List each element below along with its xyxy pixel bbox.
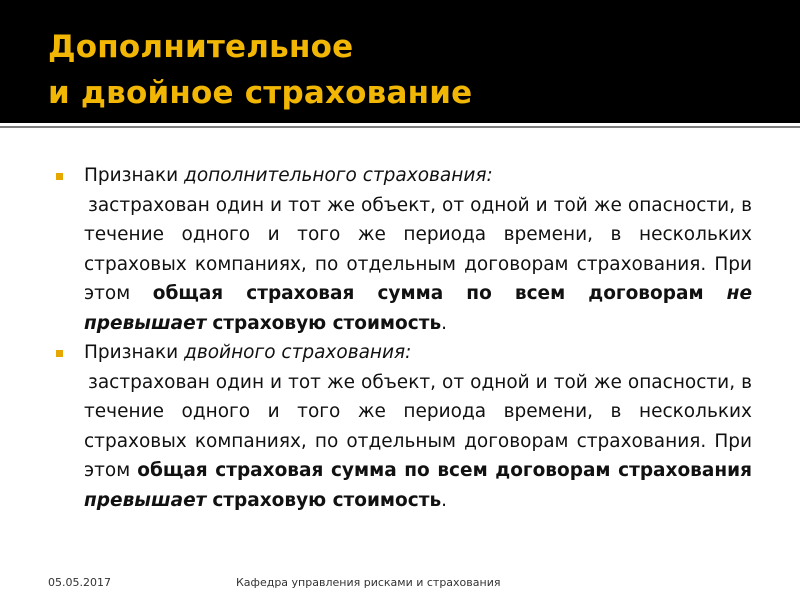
slide-title-line2: и двойное страхование [48,75,473,111]
slide-title-line1: Дополнительное [48,29,354,65]
bullet-heading [84,338,752,368]
square-bullet-icon [56,350,63,357]
body-text-bold: общая страховая сумма по всем договорам страхования [137,460,752,481]
body-text-end: . [441,489,448,511]
bullet-body [84,368,752,516]
slide-header [0,0,800,123]
bullet-heading-plain: Признаки [84,165,185,186]
slide-content [56,161,752,515]
body-text-bold-end: страховую стоимость [212,312,442,334]
body-text-bold: общая страховая сумма по всем договорам [152,283,727,304]
footer-date: 05.05.2017 [48,576,111,589]
square-bullet-icon [56,173,63,180]
body-text-bold-end: страховую стоимость [212,489,442,511]
body-text-start: застрахован один и тот же объект, от одной и той же опасности, в течение одного и того же периода времени, в нескольких страховых компаниях, по отдельным договорам страхования. При этом [84,194,752,304]
bullet-item-additional-insurance [56,161,752,338]
body-text-end: . [441,312,448,334]
body-text-start: застрахован один и тот же объект, от одной и той же опасности, в течение одного и того же периода времени, в нескольких страховых компаниях, по отдельным договорам страхования. При этом [84,371,752,481]
bullet-heading-plain: Признаки [84,342,185,363]
header-divider [0,126,800,128]
bullet-heading-italic: дополнительного страхования: [184,165,493,186]
bullet-heading [84,161,752,191]
bullet-item-double-insurance [56,338,752,515]
slide-title [48,24,472,116]
bullet-body [84,191,752,339]
footer-department: Кафедра управления рисками и страхования [236,576,501,589]
bullet-heading-italic: двойного страхования: [184,342,412,363]
body-text-bold-italic: превышает [84,489,207,511]
body-text-bold-italic: не превышает [84,283,752,334]
